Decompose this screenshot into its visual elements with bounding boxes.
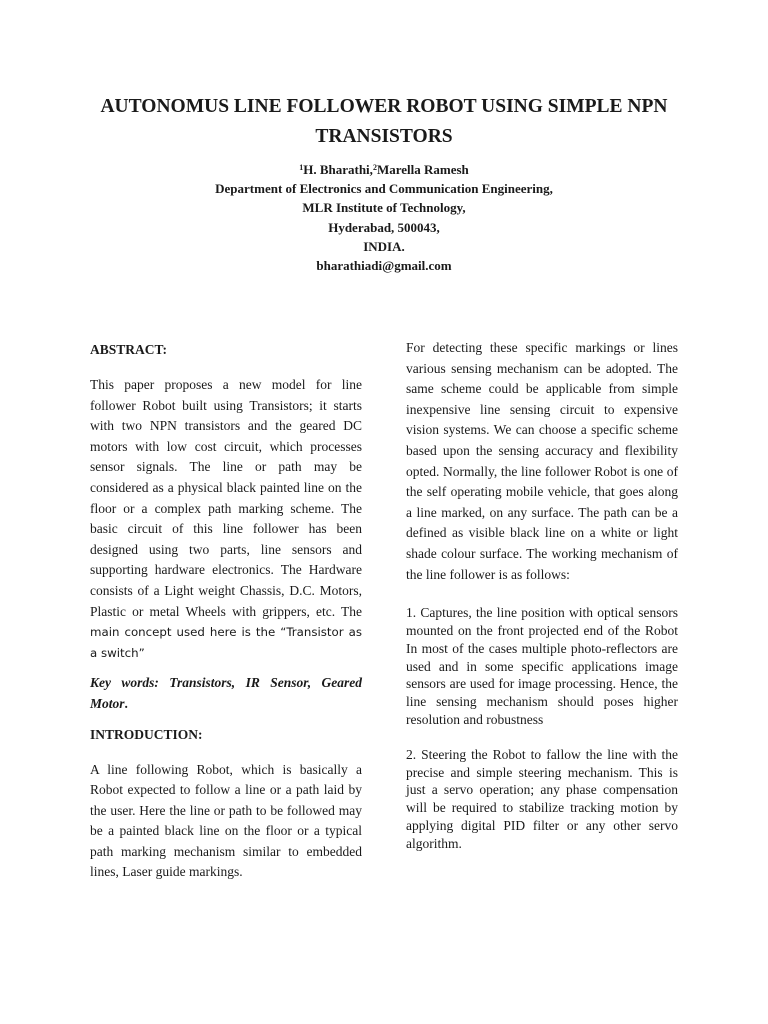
author1-superscript: 1 <box>299 163 304 172</box>
title-line-2: TRANSISTORS <box>315 126 453 147</box>
paper-title <box>60 92 708 152</box>
list-item-2: 2. Steering the Robot to fallow the line with the precise and simple steering mechanism. This is just a servo operation; any phase compensation will be required to stabilize tracking motion by applying digital PID filter or any other servo algorithm. <box>406 746 678 851</box>
list-item-1: 1. Captures, the line position with optical sensors mounted on the front projected end of the Robot In most of the cases multiple photo-reflectors are used and in some specific applications image sensors are used for image processing. Hence, the line sensing mechanism should poses higher resolution and robustness <box>406 605 678 727</box>
author-email: bharathiadi@gmail.com <box>316 258 452 274</box>
affiliation-department: Department of Electronics and Communication Engineering, <box>215 181 553 197</box>
introduction-body: A line following Robot, which is basically a Robot expected to follow a line or a path laid by the user. Here the line or path to be followed may be a painted black line on the floor or a typical path marking mechanism similar to embedded lines, Laser guide markings. <box>90 761 362 880</box>
introduction-heading: INTRODUCTION: <box>90 726 203 742</box>
keywords-text: Key words: Transistors, IR Sensor, Geared Motor <box>90 675 362 711</box>
abstract-heading: ABSTRACT: <box>90 342 168 357</box>
keywords <box>90 673 362 714</box>
abstract-text-end: main concept used here is the “Transistor as a switch” <box>90 625 362 660</box>
right-paragraph-1: For detecting these specific markings or lines various sensing mechanism can be adopted. The same scheme could be applicable from simple inexpensive line sensing circuit to expensive vision systems. We can choose a specific scheme based upon the sensing accuracy and flexibility opted. Normally, the line follower Robot is one of the self operating mobile vehicle, that goes along a line marked, on any surface. The path can be a defined as visible black line on a white or light shade colour surface. The working mechanism of the line follower is as follows: <box>406 340 678 582</box>
abstract-text: This paper proposes a new model for line follower Robot built using Transistors; it starts with two NPN transistors and the geared DC motors with low cost circuit, which processes sensor signals. The line or path may be considered as a physical black painted line on the floor or a complex path marking scheme. The basic circuit of this line follower has been designed using two parts, line sensors and supporting hardware electronics. The Hardware consists of a Light weight Chassis, D.C. Motors, Plastic or metal Wheels with grippers, etc. The <box>90 377 362 619</box>
title-line-1: AUTONOMUS LINE FOLLOWER ROBOT USING SIMPLE NPN <box>100 96 668 117</box>
affiliation-institute: MLR Institute of Technology, <box>302 200 466 216</box>
right-column <box>406 338 678 852</box>
left-column <box>90 340 362 883</box>
affiliation-country: INDIA. <box>363 238 405 254</box>
affiliation-city: Hyderabad, 500043, <box>328 219 440 235</box>
keywords-period: . <box>124 695 128 711</box>
author2-name: Marella Ramesh <box>376 162 469 177</box>
abstract-body <box>90 375 362 663</box>
author-names <box>60 160 708 179</box>
author2-superscript: 2 <box>372 163 377 172</box>
author-block <box>60 160 708 275</box>
author1-name: H. Bharathi, <box>303 162 373 177</box>
